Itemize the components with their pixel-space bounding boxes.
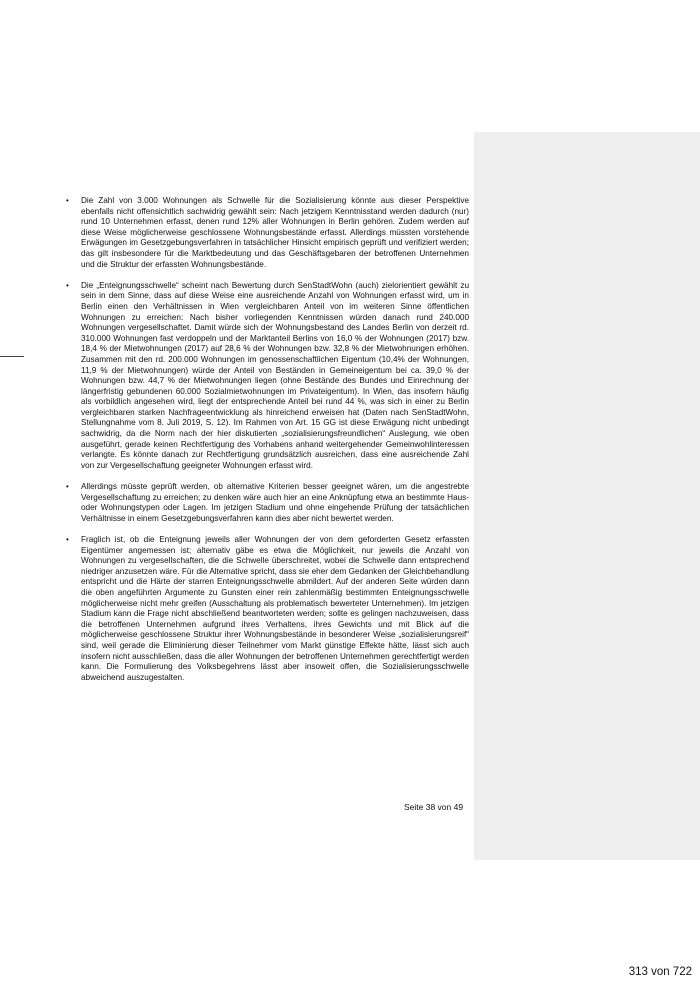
bullet-icon: • (66, 482, 69, 492)
list-item-text: Fraglich ist, ob die Enteignung jeweils aller Wohnungen der von dem geforderten Gesetz erfassten Eigentümer angemessen ist; alternativ gäbe es etwa die Möglichkeit, nur jeweils die Anzahl von Wohnungen zu vergesellschaften, die die Schwelle überschreitet, wobei die Schwelle dann entsprechend niedriger anzusetzen wäre. Für die Alternative spricht, dass sie eher dem Gedanken der Gleichbehandlung entspricht und die Härte der starren Enteignungsschwelle abmildert. Auf der anderen Seite würden dann die oben angeführten Argumente zu Gunsten einer rein zahlenmäßig bestimmten Enteignungsschwelle möglicherweise nicht mehr greifen (Ausschaltung als problematisch bewerteter Unternehmen). Im jetzigen Stadium kann die Frage nicht abschließend beantworteten werden; sollte es gelingen nachzuweisen, dass die betroffenen Unternehmen aufgrund ihres Verhaltens, ihres Gewichts und mit Blick auf die möglicherweise geschlossene Struktur ihrer Wohnungsbestände in besonderer Weise „sozialisierungsreif“ sind, weil gerade die Eliminierung dieser Teilnehmer vom Markt günstige Effekte hätte, lässt sich auch insofern nicht ausschließen, dass die aller Wohnungen der betroffenen Unternehmen gerechtfertigt werden kann. Die Formulierung des Volksbegehrens lässt aber insoweit offen, die Sozialisierungsschwelle abweichend auszugestalten. (81, 535, 469, 682)
bullet-icon: • (66, 535, 69, 544)
list-item-text: Allerdings müsste geprüft werden, ob alternative Kriterien besser geeignet wären, um die angestrebte Vergesellschaftung zu erreichen; zu denken wäre auch hier an eine Anknüpfung etwa an bestimmte Haus- oder Wohnungstypen oder Lagen. Im jetzigen Stadium und ohne eingehende Prüfung der tatsächlichen Verhältnisse in einem Gesetzgebungsverfahren kann dies aber nicht bewertet werden. (81, 482, 469, 523)
list-item (64, 196, 469, 270)
list-item (64, 482, 469, 524)
comment-connector-line (0, 356, 24, 357)
list-item-text: Die Zahl von 3.000 Wohnungen als Schwelle für die Sozialisierung könnte aus dieser Perspektive ebenfalls nicht offensichtlich sachwidrig gewählt sein: Nach jetzigem Kenntnisstand werden dadurch (nur) rund 10 Unternehmen erfasst, denen rund 12% aller Wohnungen in Berlin gehören. Zudem werden auf diese Weise möglicherweise geschlossene Wohnungsbestände erfasst. Allerdings müssten vorstehende Erwägungen im Gesetzgebungsverfahren in tatsächlicher Hinsicht empirisch geprüft und verifiziert werden; das gilt insbesondere für die Marktbedeutung und das Geschäftsgebaren der betroffenen Unternehmen und die Struktur der erfassten Wohnungsbestände. (81, 196, 469, 269)
document-page-counter: 313 von 722 (628, 966, 692, 978)
bullet-icon: • (66, 196, 69, 205)
list-item-text: Die „Enteignungsschwelle“ scheint nach Bewertung durch SenStadtWohn (auch) zielorientiert gewählt zu sein in dem Sinne, dass auf diese Weise eine ausreichende Anzahl von Wohnungen erfasst wird, um in Berlin einen den Verhältnissen in Wien vergleichbaren Anteil von im weiteren Sinne öffentlichen Wohnungen zu erreichen: Nach bisher vorliegenden Kenntnissen würden danach rund 240.000 Wohnungen vergesellschaftet. Damit würde sich der Wohnungsbestand des Landes Berlin von derzeit rd. 310.000 Wohnungen fast verdoppeln und der Marktanteil Berlins von 16,0 % der Wohnungen (2017) bzw. 18,4 % der Mietwohnungen (2017) auf 28,6 % der Wohnungen bzw. 32,8 % der Mietwohnungen erhöhen. Zusammen mit den rd. 200.000 Wohnungen im genossenschaftlichen Eigentum (10,4% der Wohnungen, 11,9 % der Mietwohnungen) würde der Anteil von Beständen in Gemeineigentum bei ca. 39,0 % der Wohnungen bzw. 44,7 % der Mietwohnungen liegen (ohne Bestände des Bundes und Einrechnung der längerfristig gebundenen 60.000 Sozialmietwohnungen im Privateigentum). In Wien, das insofern häufig als vorbildlich angesehen wird, liegt der entsprechende Anteil bei rund 44 %, was sich in einer zu Berlin vergleichbaren starken Nachfrageentwicklung als hinreichend erweisen hat (Daten nach SenStadtWohn, Stellungnahme vom 8. Juli 2019, S. 12). Im Rahmen von Art. 15 GG ist diese Erwägung nicht unbedingt sachwidrig, da die Norm nach der hier diskutierten „sozialisierungsfreundlichen“ Auslegung, wie oben ausgeführt, gerade keinen Rechtfertigung des Vorhabens anhand weitergehender Gemeinwohlinteressen verlangte. Es könnte danach zur Rechtfertigung grundsätzlich ausreichen, dass eine ausreichende Zahl von zur Vergesellschaftung geeigneter Wohnungen erfasst wird. (81, 280, 469, 470)
comment-pane (474, 132, 700, 860)
list-item (64, 535, 469, 683)
page-footer-label: Seite 38 von 49 (404, 802, 464, 812)
bullet-icon: • (66, 280, 69, 290)
list-item (64, 281, 469, 472)
document-body (64, 196, 469, 694)
